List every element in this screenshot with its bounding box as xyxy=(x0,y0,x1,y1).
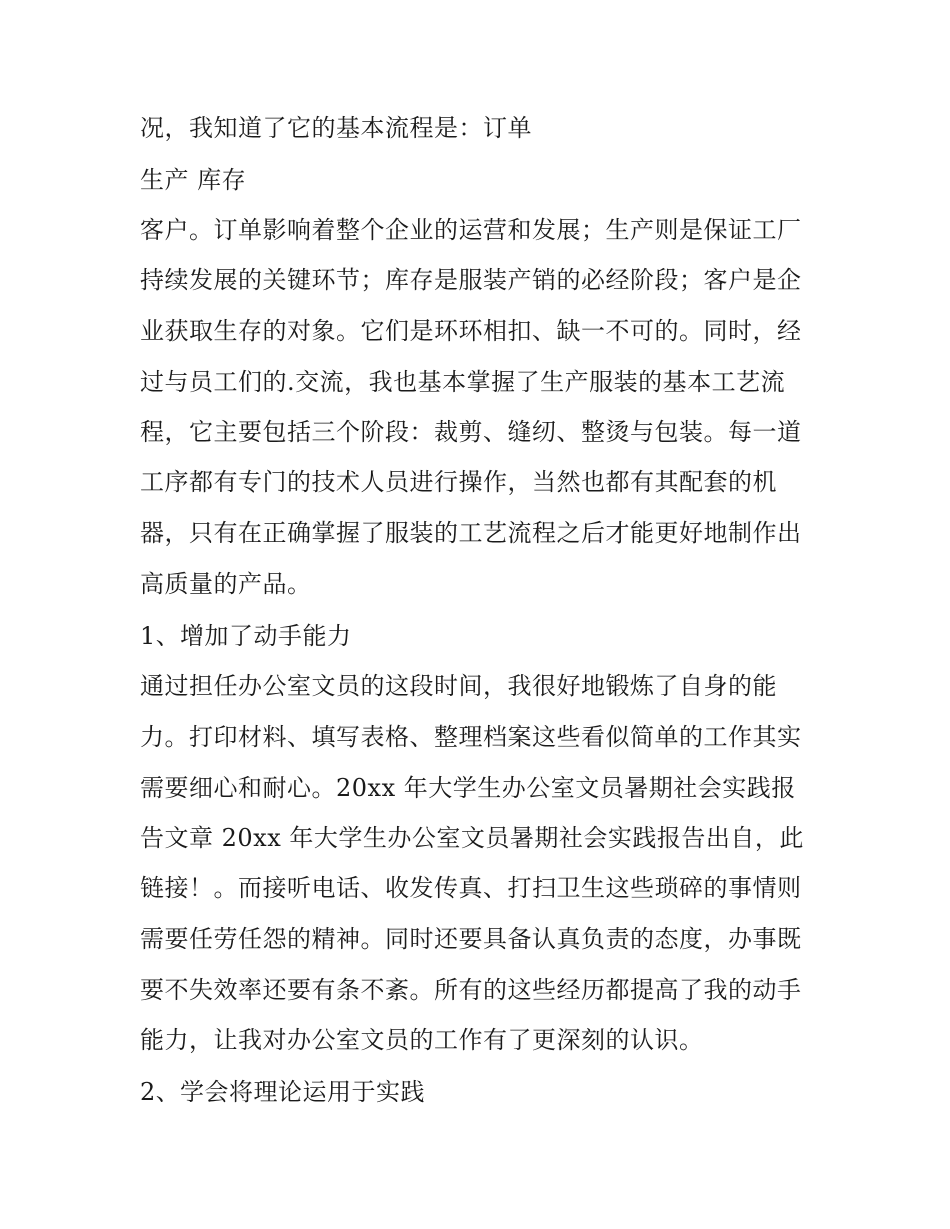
paragraph2-line-6: 需要任劳任怨的精神。同时还要具备认真负责的态度，办事既 xyxy=(140,925,802,953)
paragraph2-line-7: 要不失效率还要有条不紊。所有的这些经历都提高了我的动手 xyxy=(140,976,802,1004)
paragraph2-line-8: 能力，让我对办公室文员的工作有了更深刻的认识。 xyxy=(140,1026,704,1054)
section1-title: 增加了动手能力 xyxy=(180,622,352,650)
paragraph1-line-3: 业获取生存的对象。它们是环环相扣、缺一不可的。同时，经 xyxy=(140,317,802,345)
paragraph1-line-1: 客户。订单影响着整个企业的运营和发展；生产则是保证工厂 xyxy=(140,216,802,244)
paragraph2-line-2: 力。打印材料、填写表格、整理档案这些看似简单的工作其实 xyxy=(140,723,802,751)
paragraph1-line-2: 持续发展的关键环节；库存是服装产销的必经阶段；客户是企 xyxy=(140,266,802,294)
paragraph2-line-4: 告文章 20xx 年大学生办公室文员暑期社会实践报告出自，此 xyxy=(140,824,804,852)
paragraph2-line-5: 链接！。而接听电话、收发传真、打扫卫生这些琐碎的事情则 xyxy=(140,874,802,902)
paragraph1-line-8: 高质量的产品。 xyxy=(140,570,312,598)
paragraph1-line-4: 过与员工们的.交流，我也基本掌握了生产服装的基本工艺流 xyxy=(140,368,786,396)
paragraph2-line-1: 通过担任办公室文员的这段时间，我很好地锻炼了自身的能 xyxy=(140,672,777,700)
section2-number: 2、 xyxy=(140,1078,181,1106)
section2-title: 学会将理论运用于实践 xyxy=(180,1078,425,1106)
paragraph2-line-3: 需要细心和耐心。20xx 年大学生办公室文员暑期社会实践报 xyxy=(140,774,796,802)
paragraph1-line-5: 程，它主要包括三个阶段：裁剪、缝纫、整烫与包装。每一道 xyxy=(140,418,802,446)
paragraph1-line-6: 工序都有专门的技术人员进行操作，当然也都有其配套的机 xyxy=(140,468,777,496)
intro-line-2: 生产 库存 xyxy=(140,166,247,194)
section1-number: 1、 xyxy=(140,622,181,650)
paragraph1-line-7: 器，只有在正确掌握了服装的工艺流程之后才能更好地制作出 xyxy=(140,519,802,547)
intro-line-1: 况，我知道了它的基本流程是：订单 xyxy=(140,114,532,142)
section2-heading xyxy=(140,1072,425,1112)
section1-heading xyxy=(140,616,352,656)
